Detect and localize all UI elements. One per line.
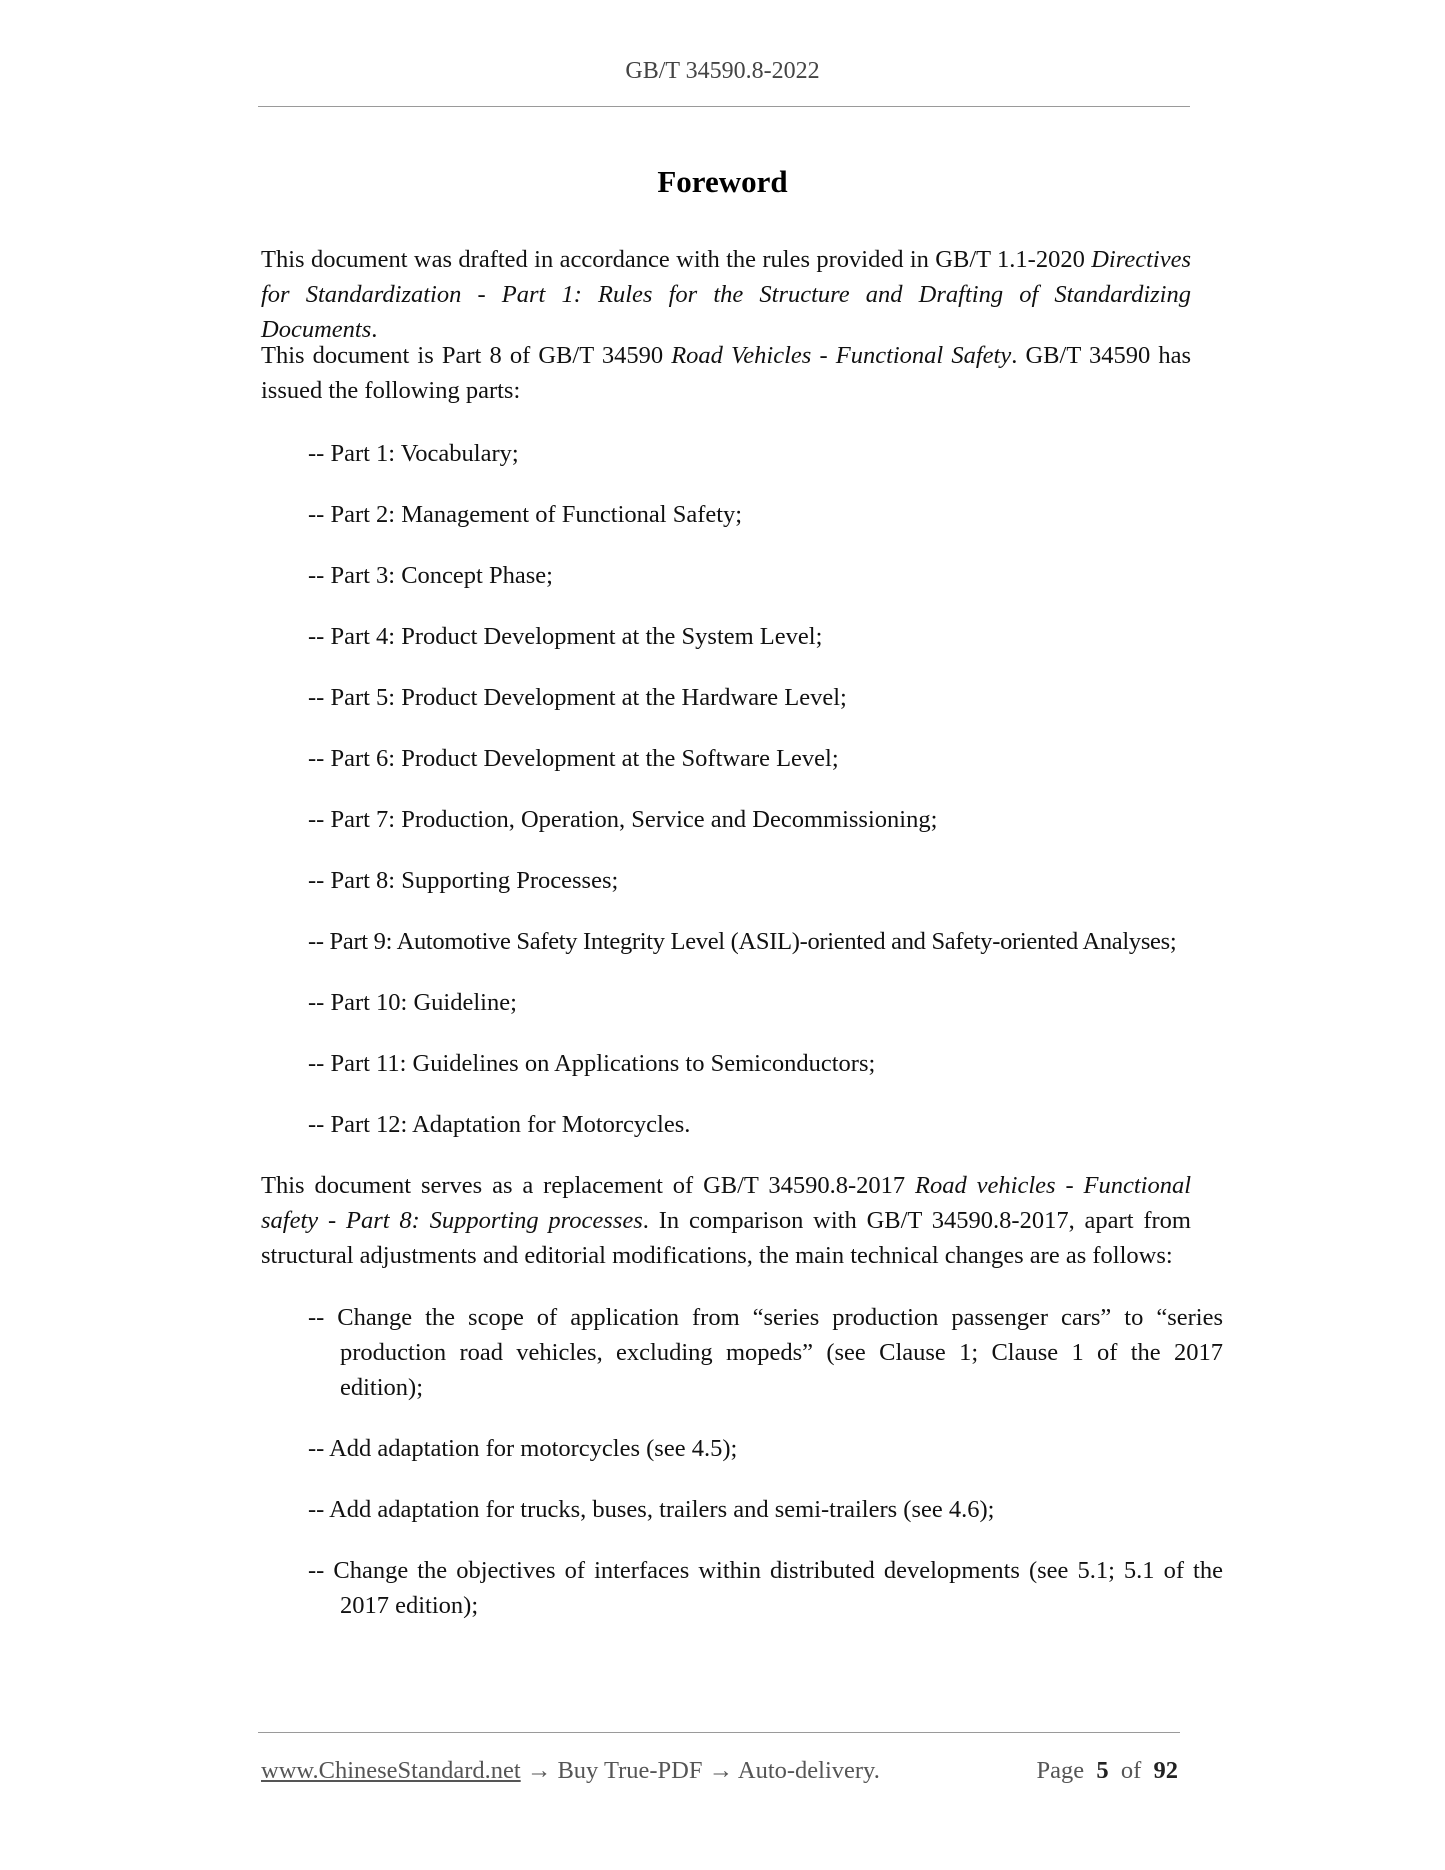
list-item-change-3: -- Add adaptation for trucks, buses, trailers and semi-trailers (see 4.6);: [308, 1496, 995, 1523]
header-standard-code: GB/T 34590.8-2022: [625, 58, 820, 84]
buy-text: Buy True-PDF: [557, 1757, 703, 1784]
paragraph-text: This document serves as a replacement of GB/T 34590.8-2017: [261, 1172, 916, 1199]
arrow-icon: →: [708, 1757, 734, 1784]
list-item-part-2: -- Part 2: Management of Functional Safety;: [308, 501, 743, 528]
footer-promo: [261, 1757, 880, 1785]
italic-reference: Road vehicles - Functional safety - Part 8: Supporting processes: [261, 1172, 1192, 1234]
header-divider: [258, 106, 1190, 107]
list-item-change-2: -- Add adaptation for motorcycles (see 4.5);: [308, 1435, 738, 1462]
paragraph-text: This document was drafted in accordance with the rules provided in GB/T 1.1-2020: [261, 246, 1092, 273]
list-item-part-10: -- Part 10: Guideline;: [308, 989, 517, 1016]
current-page-number: 5: [1096, 1757, 1109, 1784]
list-item-part-4: -- Part 4: Product Development at the System Level;: [308, 623, 823, 650]
delivery-text: Auto-delivery.: [737, 1757, 880, 1784]
page-number-indicator: [1036, 1757, 1178, 1785]
footer-divider: [258, 1732, 1180, 1733]
list-item-part-1: -- Part 1: Vocabulary;: [308, 440, 519, 467]
of-label: of: [1120, 1757, 1142, 1784]
list-item-part-8: -- Part 8: Supporting Processes;: [308, 867, 619, 894]
total-page-number: 92: [1153, 1757, 1178, 1784]
paragraph-replacement: [261, 1168, 1191, 1273]
paragraph-text: This document is Part 8 of GB/T 34590: [261, 342, 672, 369]
italic-reference: Directives for Standardization - Part 1: Rules for the Structure and Drafting of Standardizing Documents: [261, 246, 1191, 343]
list-item-part-9: -- Part 9: Automotive Safety Integrity Level (ASIL)-oriented and Safety-oriented Analyses;: [308, 928, 1177, 955]
list-item-part-7: -- Part 7: Production, Operation, Service and Decommissioning;: [308, 806, 938, 833]
website-link[interactable]: www.ChineseStandard.net: [261, 1757, 521, 1784]
paragraph-part-info: [261, 338, 1191, 408]
page-label: Page: [1036, 1757, 1085, 1784]
list-item-part-6: -- Part 6: Product Development at the Software Level;: [308, 745, 839, 772]
paragraph-text: . In comparison with GB/T 34590.8-2017, apart from structural adjustments and editorial modifications, the main technical changes are as follows:: [261, 1207, 1191, 1269]
list-item-part-11: -- Part 11: Guidelines on Applications to Semiconductors;: [308, 1050, 876, 1077]
paragraph-text: . GB/T 34590 has issued the following parts:: [261, 342, 1191, 404]
italic-reference: Road Vehicles - Functional Safety: [671, 342, 1012, 369]
list-item-change-1: -- Change the scope of application from “series production passenger cars” to “series production road vehicles, excluding mopeds” (see Clause 1; Clause 1 of the 2017 edition);: [308, 1304, 1223, 1401]
list-item-part-12: -- Part 12: Adaptation for Motorcycles.: [308, 1111, 691, 1138]
paragraph-text: .: [371, 316, 378, 343]
arrow-icon: →: [526, 1757, 552, 1784]
list-item-part-3: -- Part 3: Concept Phase;: [308, 562, 553, 589]
list-item-change-4: -- Change the objectives of interfaces within distributed developments (see 5.1; 5.1 of the 2017 edition);: [308, 1557, 1223, 1619]
page-title: Foreword: [657, 164, 788, 199]
paragraph-drafting-rules: [261, 242, 1191, 347]
list-item-part-5: -- Part 5: Product Development at the Hardware Level;: [308, 684, 847, 711]
